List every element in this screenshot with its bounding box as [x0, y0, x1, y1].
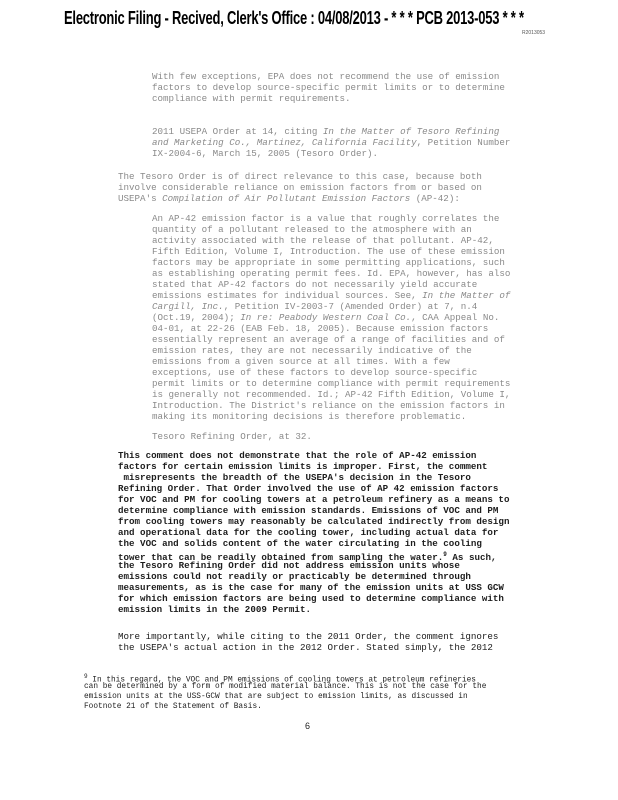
text-run: activity associated with the release of that pollutant. AP-42, — [152, 235, 494, 246]
intro-line — [118, 182, 482, 193]
intro-line — [118, 193, 482, 204]
quote2-line — [152, 323, 510, 334]
response-bold-line — [118, 461, 509, 472]
text-run: for which emission factors are being used to determine compliance with — [118, 593, 504, 604]
text-run: quantity of a pollutant released to the atmosphere with an — [152, 224, 472, 235]
footnote-reference: 9 — [443, 551, 447, 558]
text-run: In this regard, the VOC and PM emissions of cooling towers at petroleum refineries — [87, 676, 476, 685]
text-run: Introduction. The District's reliance on the emission factors in — [152, 400, 505, 411]
text-run: An AP-42 emission factor is a value that roughly correlates the — [152, 213, 500, 224]
text-run: tower that can be readily obtained from sampling the water. — [118, 552, 444, 564]
quote2-line — [152, 213, 510, 224]
text-run: As such, — [446, 552, 497, 564]
text-run: for VOC and PM for cooling towers at a petroleum refinery as a means to — [118, 494, 510, 505]
quote2-line — [152, 367, 510, 378]
quote2-line — [152, 334, 510, 345]
response-bold-line — [118, 505, 509, 516]
italic-run: In the Matter of Tesoro Refining — [322, 126, 500, 137]
citation-text: Tesoro Refining Order, at 32. — [152, 431, 312, 442]
text-run: The Tesoro Order is of direct relevance to this case, because both — [118, 171, 482, 182]
quote1-line: factors to develop source-specific permit limits or to determine — [152, 82, 505, 93]
text-run: Refining Order. That Order involved the use of AP 42 emission factors — [118, 483, 499, 494]
text-run: (Oct.19, 2004); — [152, 312, 241, 323]
text-run: Fifth Edition, Volume I, Introduction. The use of these emission — [152, 246, 505, 257]
footnote-line — [84, 682, 486, 692]
quote2-line — [152, 411, 510, 422]
text-run: the VOC and solids content of the water circulating in the cooling — [118, 538, 482, 549]
italic-run: In re: Peabody Western Coal Co. — [240, 312, 412, 323]
quote2-line — [152, 389, 510, 400]
quote-epa-emission-factors — [152, 71, 505, 104]
text-run: emission limits in the 2009 Permit. — [118, 604, 311, 615]
footnote-marker: 9 — [84, 673, 88, 680]
response-bold-line — [118, 604, 509, 615]
text-run: emissions could not readily or practicably be determined through — [118, 571, 471, 582]
intro-line — [118, 171, 482, 182]
quote2-line — [152, 312, 510, 323]
text-run: making its monitoring decisions is therefore problematic. — [152, 411, 467, 422]
footnote-line — [84, 702, 486, 712]
response-line: the USEPA's actual action in the 2012 Order. Stated simply, the 2012 — [118, 642, 493, 653]
response-bold-line — [118, 593, 509, 604]
text-run: , Petition Number — [416, 137, 511, 148]
quote2-line — [152, 290, 510, 301]
text-run: permit limits or to determine compliance with permit requirements — [152, 378, 511, 389]
citation1-line — [152, 126, 510, 137]
response-bold-line — [118, 516, 509, 527]
quote2-line — [152, 268, 510, 279]
text-run: involve considerable reliance on emission factors from or based on — [118, 182, 482, 193]
text-run: from cooling towers may reasonably be calculated indirectly from design — [118, 516, 510, 527]
response-bold-line — [118, 538, 509, 549]
response-bold-line — [118, 483, 509, 494]
text-run: (AP-42): — [410, 193, 460, 204]
quote2-line — [152, 301, 510, 312]
text-run: measurements, as is the case for many of the emission units at USS GCW — [118, 582, 504, 593]
quote-ap42-definition — [152, 213, 510, 422]
text-run: USEPA's — [118, 193, 163, 204]
quote2-line — [152, 345, 510, 356]
text-run: emission rates, they are not necessarily indicative of the — [152, 345, 472, 356]
response-bold-line — [118, 472, 509, 483]
text-run: emissions from a given source at all times. With a few — [152, 356, 450, 367]
quote2-line — [152, 378, 510, 389]
text-run: 2011 USEPA Order at 14, citing — [152, 126, 323, 137]
response-bold-line — [118, 582, 509, 593]
italic-run: Compilation of Air Pollutant Emission Factors — [162, 193, 411, 204]
citation-2011-order — [152, 126, 510, 159]
text-run: Footnote 21 of the Statement of Basis. — [84, 703, 262, 711]
quote2-line — [152, 224, 510, 235]
response-bold-line — [118, 549, 509, 564]
text-run: factors may be appropriate in some permitting applications, such — [152, 257, 505, 268]
footnote-9 — [84, 672, 486, 712]
text-run: , CAA Appeal No. — [411, 312, 500, 323]
quote2-line — [152, 400, 510, 411]
italic-run: In the Matter of — [422, 290, 511, 301]
italic-run: Cargill, Inc. — [152, 301, 224, 312]
citation-tesoro-order — [152, 431, 312, 442]
response-bold-line — [118, 560, 509, 571]
quote2-line — [152, 235, 510, 246]
quote2-line — [152, 279, 510, 290]
text-run: exceptions, use of these factors to develop source-specific — [152, 367, 478, 378]
response-bold-line — [118, 571, 509, 582]
quote2-line — [152, 257, 510, 268]
page-number: 6 — [305, 721, 311, 731]
tesoro-intro-paragraph — [118, 171, 482, 204]
response-bold-line — [118, 450, 509, 461]
response-paragraph-bold — [118, 450, 509, 615]
text-run: emission units at the USS-GCW that are subject to emission limits, as discussed in — [84, 693, 468, 701]
citation1-line — [152, 137, 510, 148]
filing-code: R2013053 — [522, 30, 546, 36]
footnote-line — [84, 672, 486, 685]
text-run: , Petition IV-2003-7 (Amended Order) at 7, n.4 — [223, 301, 478, 312]
text-run: as establishing operating permit fees. Id. EPA, however, has also — [152, 268, 511, 279]
text-run: IX-2004-6, March 15, 2005 (Tesoro Order). — [152, 148, 379, 159]
text-run: determine compliance with emission standards. Emissions of VOC and PM — [118, 505, 499, 516]
italic-run: and Marketing Co., Martinez, California Facility — [152, 137, 417, 148]
response-bold-line — [118, 494, 509, 505]
text-run: emissions estimates for individual sources. See, — [152, 290, 423, 301]
response-line: More importantly, while citing to the 2011 Order, the comment ignores — [118, 631, 499, 642]
text-run: the Tesoro Refining Order did not address emission units whose — [118, 560, 460, 571]
response-bold-line — [118, 527, 509, 538]
text-run: factors for certain emission limits is improper. First, the comment — [118, 461, 488, 472]
text-run: misrepresents the breadth of the USEPA's decision in the Tesoro — [118, 472, 471, 483]
quote2-line — [152, 356, 510, 367]
text-run: This comment does not demonstrate that the role of AP-42 emission — [118, 450, 477, 461]
text-run: is generally not recommended. Id.; AP-42 Fifth Edition, Volume I, — [152, 389, 511, 400]
filing-header: Electronic Filing - Recived, Clerk's Office : 04/08/2013 - * * * PCB 2013-053 * * * — [64, 8, 524, 28]
text-run: essentially represent an average of a range of facilities and of — [152, 334, 505, 345]
footnote-line — [84, 692, 486, 702]
text-run: and operational data for the cooling tower, including actual data for — [118, 527, 499, 538]
response-paragraph — [118, 631, 498, 653]
quote1-line: With few exceptions, EPA does not recommend the use of emission — [152, 71, 500, 82]
citation1-line — [152, 148, 510, 159]
text-run: can be determined by a form of modified material balance. This is not the case for the — [84, 683, 487, 691]
quote1-line: compliance with permit requirements. — [152, 93, 351, 104]
quote2-line — [152, 246, 510, 257]
text-run: 04-01, at 22-26 (EAB Feb. 18, 2005). Because emission factors — [152, 323, 489, 334]
text-run: stated that AP-42 factors do not necessarily yield accurate — [152, 279, 478, 290]
